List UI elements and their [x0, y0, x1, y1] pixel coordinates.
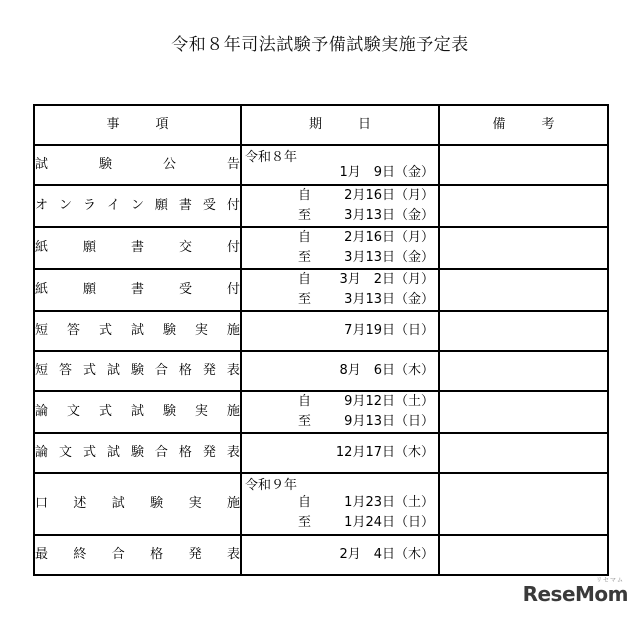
table-row — [34, 391, 608, 433]
from-label: 自 — [298, 188, 312, 203]
date-value: 8月 6日（木） — [339, 363, 434, 378]
date-line — [298, 513, 434, 533]
item-cell — [34, 145, 241, 185]
item-label: オ ン ラ イ ン 願 書 受 付 — [35, 198, 240, 213]
item-label: 紙 願 書 交 付 — [35, 240, 240, 255]
note-cell — [439, 535, 608, 575]
item-label: 論 文 式 試 験 合 格 発 表 — [35, 445, 240, 460]
table-row — [34, 185, 608, 227]
note-cell — [439, 185, 608, 227]
note-cell — [439, 145, 608, 185]
date-value: 9月12日（土） — [344, 394, 434, 409]
item-cell — [34, 311, 241, 351]
to-label: 至 — [298, 292, 312, 307]
date-cell — [241, 145, 439, 185]
date-cell — [241, 391, 439, 433]
date-value: 3月13日（金） — [344, 208, 434, 223]
date-line — [298, 290, 434, 310]
prefix-blank — [298, 321, 314, 341]
item-cell — [34, 535, 241, 575]
date-line — [298, 361, 434, 381]
date-cell — [241, 473, 439, 535]
item-label: 口 述 試 験 実 施 — [35, 496, 240, 511]
prefix-blank — [298, 163, 314, 183]
note-cell — [439, 311, 608, 351]
to-label: 至 — [298, 414, 312, 429]
logo-subtext: リセマム — [596, 577, 624, 584]
schedule-table — [33, 104, 609, 576]
date-line — [298, 412, 434, 432]
header-note: 備 考 — [439, 105, 608, 145]
date-value: 3月 2日（月） — [339, 272, 434, 287]
logo-text: ReseMom — [522, 582, 628, 606]
resemom-logo — [522, 577, 628, 606]
era-year: 令和９年 — [245, 478, 298, 493]
date-cell — [241, 185, 439, 227]
header-row — [34, 105, 608, 145]
date-value: 2月 4日（木） — [339, 547, 434, 562]
date-value: 3月13日（金） — [344, 250, 434, 265]
date-line — [298, 321, 434, 341]
item-cell — [34, 185, 241, 227]
item-cell — [34, 473, 241, 535]
date-value: 12月17日（木） — [335, 445, 434, 460]
date-value: 2月16日（月） — [344, 230, 434, 245]
to-label: 至 — [298, 250, 312, 265]
date-value: 1月23日（土） — [344, 495, 434, 510]
date-value: 2月16日（月） — [344, 188, 434, 203]
item-label: 最 終 合 格 発 表 — [35, 547, 240, 562]
table-row — [34, 473, 608, 535]
date-cell — [241, 433, 439, 473]
note-cell — [439, 433, 608, 473]
note-cell — [439, 227, 608, 269]
date-line — [298, 443, 434, 463]
table-row — [34, 269, 608, 311]
era-year: 令和８年 — [245, 150, 298, 165]
table-row — [34, 351, 608, 391]
prefix-blank — [298, 545, 314, 565]
prefix-blank — [298, 361, 314, 381]
note-cell — [439, 391, 608, 433]
date-line — [298, 270, 434, 290]
date-line — [298, 163, 434, 183]
date-value: 3月13日（金） — [344, 292, 434, 307]
date-cell — [241, 535, 439, 575]
header-item: 事 項 — [34, 105, 241, 145]
date-value: 9月13日（日） — [344, 414, 434, 429]
date-cell — [241, 311, 439, 351]
item-label: 短 答 式 試 験 合 格 発 表 — [35, 363, 240, 378]
date-cell — [241, 351, 439, 391]
item-cell — [34, 433, 241, 473]
date-line — [298, 545, 434, 565]
date-line — [298, 186, 434, 206]
item-cell — [34, 269, 241, 311]
item-label: 試 験 公 告 — [35, 157, 240, 172]
item-cell — [34, 227, 241, 269]
date-line — [298, 493, 434, 513]
to-label: 至 — [298, 515, 312, 530]
date-line — [298, 228, 434, 248]
page-title: 令和８年司法試験予備試験実施予定表 — [171, 35, 469, 55]
from-label: 自 — [298, 495, 312, 510]
from-label: 自 — [298, 272, 312, 287]
item-cell — [34, 351, 241, 391]
date-line — [298, 206, 434, 226]
item-cell — [34, 391, 241, 433]
item-label: 論 文 式 試 験 実 施 — [35, 404, 240, 419]
table-row — [34, 433, 608, 473]
table-row — [34, 535, 608, 575]
date-value: 1月24日（日） — [344, 515, 434, 530]
date-cell — [241, 269, 439, 311]
date-value: 1月 9日（金） — [339, 165, 434, 180]
from-label: 自 — [298, 230, 312, 245]
to-label: 至 — [298, 208, 312, 223]
item-label: 紙 願 書 受 付 — [35, 282, 240, 297]
date-line — [298, 248, 434, 268]
header-date: 期 日 — [241, 105, 439, 145]
note-cell — [439, 473, 608, 535]
from-label: 自 — [298, 394, 312, 409]
date-cell — [241, 227, 439, 269]
date-line — [298, 392, 434, 412]
note-cell — [439, 351, 608, 391]
table-row — [34, 311, 608, 351]
table-row — [34, 227, 608, 269]
date-value: 7月19日（日） — [344, 323, 434, 338]
prefix-blank — [298, 443, 314, 463]
table-row — [34, 145, 608, 185]
note-cell — [439, 269, 608, 311]
item-label: 短 答 式 試 験 実 施 — [35, 323, 240, 338]
